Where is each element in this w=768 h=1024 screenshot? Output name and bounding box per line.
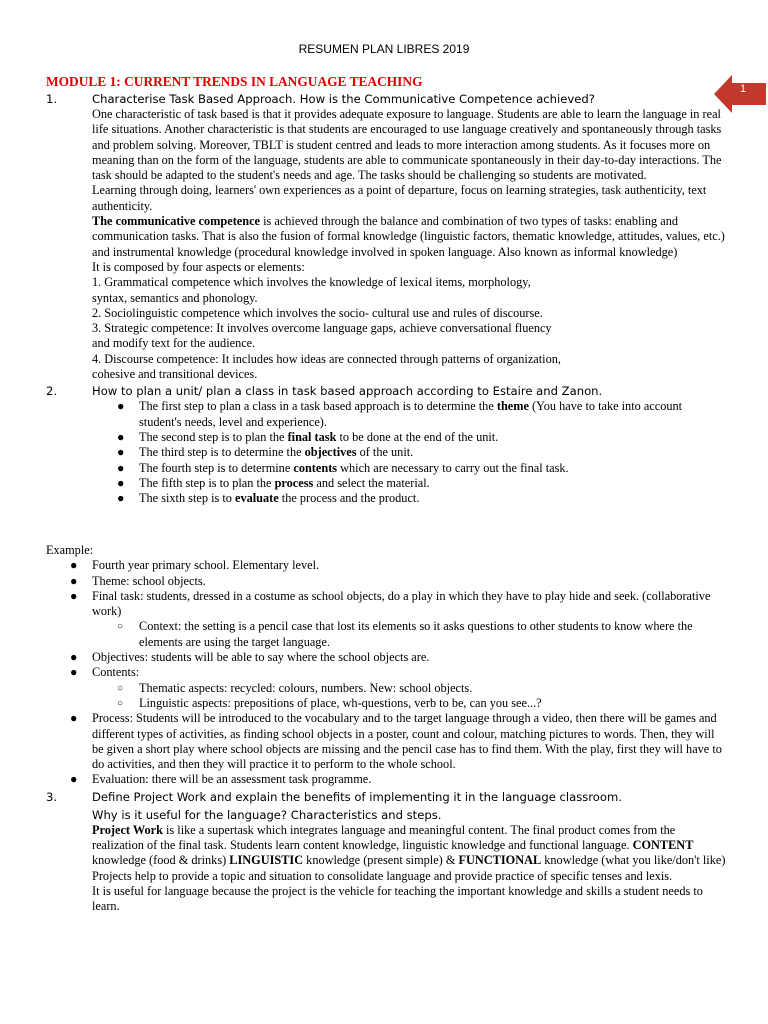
paragraph-text: knowledge (what you like/don't like) — [541, 853, 726, 868]
list-item — [46, 430, 726, 445]
bullet-icon: ● — [117, 460, 125, 475]
list-item — [46, 491, 726, 506]
bold-term: final task — [287, 429, 337, 444]
list-item — [46, 711, 726, 772]
paragraph-text: is like a supertask which integrates language and meaningful content. The final product comes from the realization of the final task. Students learn content knowledge, linguistic knowledge and functional language. — [92, 822, 676, 853]
bullet-icon: ● — [117, 445, 125, 460]
bullet-icon: ● — [70, 665, 78, 680]
step-text: of the unit. — [356, 445, 414, 460]
bullet-icon: ● — [70, 711, 78, 726]
example-label: Example: — [46, 543, 94, 557]
bullet-icon: ● — [70, 588, 78, 603]
bold-term: The communicative competence — [92, 214, 261, 229]
question-number: 2. — [46, 384, 58, 399]
sub-list-item — [46, 696, 726, 711]
competence-line: cohesive and transitional devices. — [92, 367, 258, 382]
question-2-heading — [46, 383, 726, 399]
list-item — [46, 476, 726, 491]
circle-bullet-icon: ○ — [117, 682, 124, 694]
step-text: The third step is to determine the — [139, 445, 305, 460]
question-3-subheading — [46, 807, 726, 823]
list-item — [46, 558, 726, 573]
list-item — [46, 399, 726, 430]
paragraph: Learning through doing, learners' own experiences as a point of departure, focus on learning strategies, task authenticity, text authenticity. — [92, 183, 707, 213]
example-text: Theme: school objects. — [92, 573, 206, 588]
step-text: The first step to plan a class in a task based approach is to determine the — [139, 399, 497, 414]
list-item — [46, 772, 726, 787]
question-3-answer — [92, 823, 726, 915]
question-title: How to plan a unit/ plan a class in task based approach according to Estaire and Zanon. — [92, 384, 603, 399]
page-number: 1 — [740, 83, 747, 95]
list-item — [46, 589, 726, 650]
example-text: Objectives: students will be able to say where the school objects are. — [92, 650, 430, 665]
paragraph-text: knowledge (food & drinks) — [92, 853, 230, 868]
example-text: Linguistic aspects: prepositions of place, wh-questions, verb to be, can you see...? — [139, 695, 542, 710]
competence-line: 2. Sociolinguistic competence which involves the socio- cultural use and rules of discourse. — [92, 305, 543, 320]
list-item — [46, 665, 726, 711]
example-list — [46, 558, 726, 787]
bullet-icon: ● — [117, 399, 125, 414]
example-text: Final task: students, dressed in a costume as school objects, do a play in which they have to play hide and seek. (collaborative work) — [92, 588, 711, 619]
question-number: 3. — [46, 789, 58, 804]
list-item — [46, 650, 726, 665]
paragraph-text: knowledge (present simple) & — [303, 853, 459, 868]
sub-list-item — [46, 619, 726, 650]
example-text: Contents: — [92, 665, 140, 680]
paragraph-text: is achieved through the balance and combination of two types of tasks: enabling and communication tasks. That is also the fusion of formal knowledge (linguistic factors, thematic knowledge, attitudes, values, etc.) and instrumental knowledge (procedural knowledge involved in spoken language. Also known as informal knowledge) — [92, 214, 725, 259]
bold-term: evaluate — [234, 491, 279, 506]
question-title: Why is it useful for the language? Characteristics and steps. — [92, 807, 442, 822]
step-text: The fifth step is to plan the — [139, 475, 275, 490]
bullet-icon: ● — [70, 573, 78, 588]
bullet-icon: ● — [70, 650, 78, 665]
example-text: Thematic aspects: recycled: colours, numbers. New: school objects. — [139, 680, 473, 695]
step-text: to be done at the end of the unit. — [336, 429, 499, 444]
sub-list — [46, 681, 726, 712]
paragraph: It is composed by four aspects or elements: — [92, 259, 305, 274]
sub-list-item — [46, 681, 726, 696]
step-text: The second step is to plan the — [139, 429, 288, 444]
document-body — [46, 74, 726, 506]
bold-term: Project Work — [92, 822, 163, 837]
example-text: Context: the setting is a pencil case that lost its elements so it asks questions to other students to know where the elements are using the target language. — [139, 619, 693, 649]
question-1-answer — [92, 107, 726, 382]
competence-line: 3. Strategic competence: It involves overcome language gaps, achieve conversational fluency — [92, 321, 552, 336]
bullet-icon: ● — [117, 429, 125, 444]
step-text: and select the material. — [313, 475, 430, 490]
example-text: Evaluation: there will be an assessment task programme. — [92, 772, 372, 787]
bullet-icon: ● — [70, 772, 78, 787]
bold-term: LINGUISTIC — [229, 853, 304, 868]
competence-line: syntax, semantics and phonology. — [92, 290, 258, 305]
question-title: Define Project Work and explain the benefits of implementing it in the language classroom. — [92, 789, 622, 804]
question-title: Characterise Task Based Approach. How is the Communicative Competence achieved? — [92, 92, 595, 106]
bold-term: contents — [293, 460, 338, 475]
bold-term: CONTENT — [632, 838, 694, 853]
question-number: 1. — [46, 92, 58, 106]
bold-term: FUNCTIONAL — [458, 853, 542, 868]
circle-bullet-icon: ○ — [117, 697, 124, 709]
bullet-icon: ● — [70, 558, 78, 573]
list-item — [46, 461, 726, 476]
bold-term: objectives — [304, 445, 357, 460]
question-3-heading — [46, 789, 726, 805]
step-text: (You have to take into account student's needs, level and experience). — [139, 399, 683, 429]
bullet-icon: ● — [117, 491, 125, 506]
example-text: Process: Students will be introduced to the vocabulary and to the target language through a video, then there will be games and different types of activities, as finding school objects in a poster, count and colour, matching pictures to words. Then, they will be given a short play where school objects are missing and the pencil case has to find them. With the play, first they will have to do activities, and then they will practice it to perform to the whole school. — [92, 711, 722, 772]
list-item — [46, 445, 726, 460]
paragraph: It is useful for language because the project is the vehicle for teaching the important knowledge and skills a student needs to learn. — [92, 883, 703, 914]
step-text: which are necessary to carry out the final task. — [337, 460, 569, 475]
bold-term: process — [274, 475, 314, 490]
competence-line: 4. Discourse competence: It includes how ideas are connected through patterns of organization, — [92, 351, 561, 366]
indent-spacer — [46, 807, 92, 823]
list-item — [46, 574, 726, 589]
circle-bullet-icon: ○ — [117, 621, 124, 633]
planning-steps-list — [46, 399, 726, 506]
bold-term: theme — [496, 399, 529, 414]
document-header: RESUMEN PLAN LIBRES 2019 — [298, 42, 470, 56]
paragraph — [92, 823, 726, 869]
example-section — [46, 543, 726, 915]
module-title: MODULE 1: CURRENT TRENDS IN LANGUAGE TEACHING — [46, 74, 423, 89]
question-1-heading — [46, 91, 726, 107]
paragraph: One characteristic of task based is that it provides adequate exposure to language. Students are able to learn the language in real life situations. Another characteristic is that students are encouraged to use language creatively and spontaneously through tasks and problem solving. Moreover, TBLT is student centred and leads to more interaction among students. As it focuses more on meaning than on the form of the language, students are able to communicate spontaneously in their day-to-day interactions. The task should be adapted to the student's needs and age. The tasks should be challenging so students are motivated. — [92, 107, 722, 183]
step-text: The sixth step is to — [139, 491, 235, 506]
step-text: The fourth step is to determine — [139, 460, 294, 475]
paragraph — [92, 214, 726, 260]
competence-line: and modify text for the audience. — [92, 336, 256, 351]
paragraph: Projects help to provide a topic and situation to consolidate language and provide practice of specific tenses and lexis. — [92, 868, 673, 883]
sub-list — [46, 619, 726, 650]
competence-line: 1. Grammatical competence which involves the knowledge of lexical items, morphology, — [92, 275, 531, 290]
example-text: Fourth year primary school. Elementary level. — [92, 558, 320, 573]
bullet-icon: ● — [117, 475, 125, 490]
step-text: the process and the product. — [278, 491, 420, 506]
